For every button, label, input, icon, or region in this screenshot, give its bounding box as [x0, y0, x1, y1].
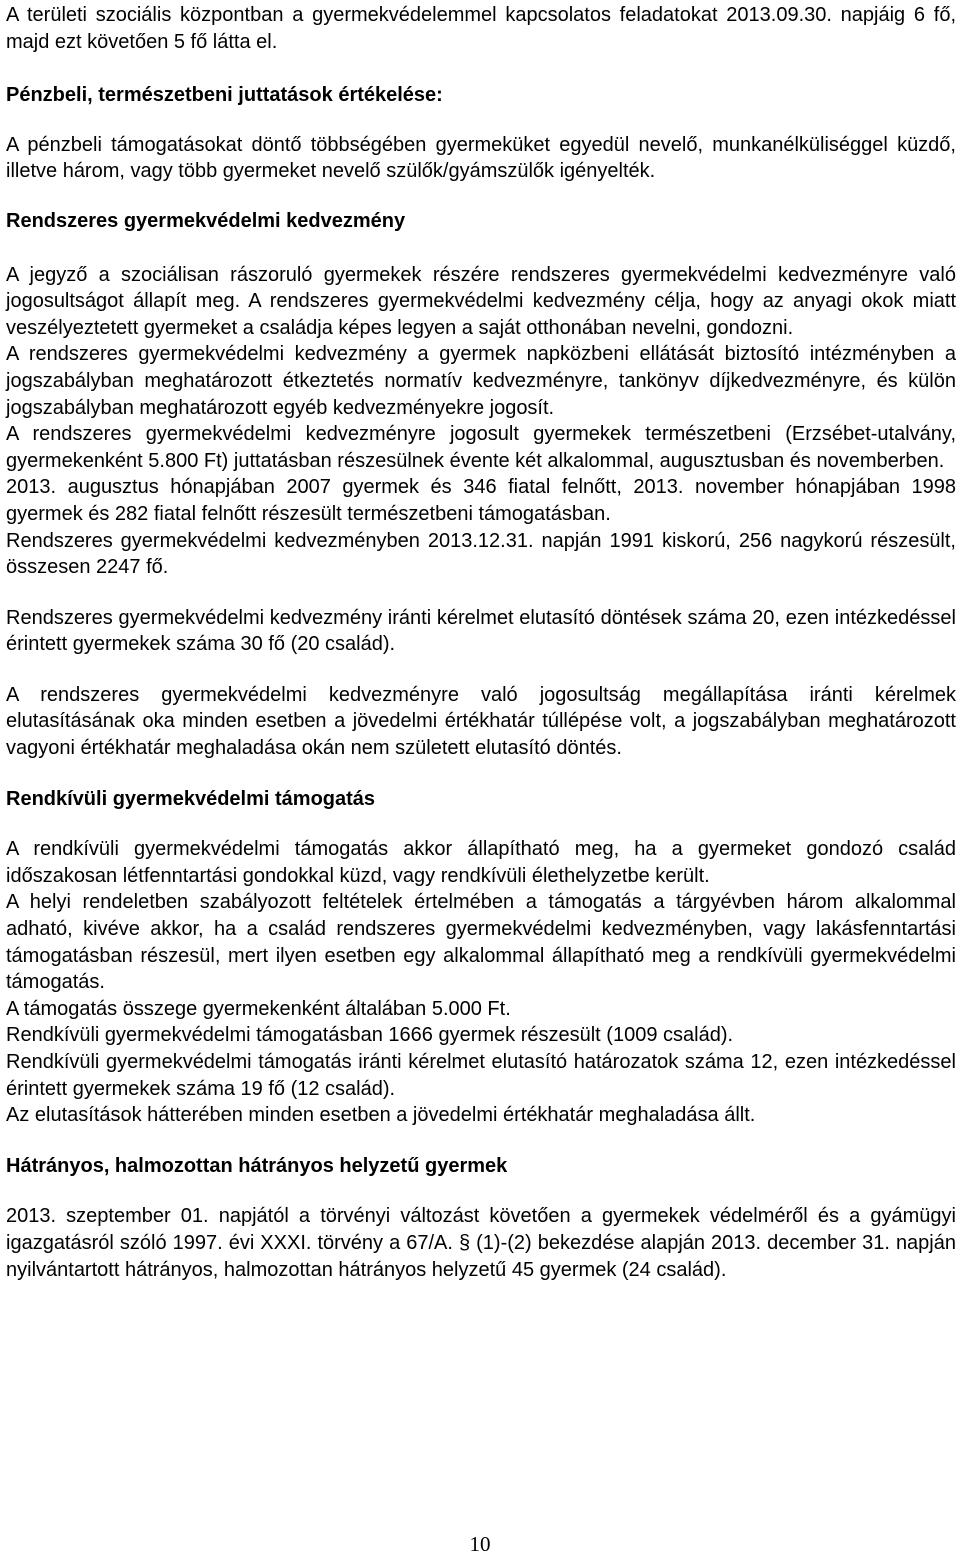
section-title-disadvantaged: Hátrányos, halmozottan hátrányos helyzetű gyermek — [6, 1154, 508, 1177]
spacer — [6, 235, 956, 262]
extraordinary-paragraph: A támogatás összege gyermekenként általában 5.000 Ft. — [6, 997, 511, 1020]
spacer — [6, 1129, 956, 1153]
regular-rejection-reason-paragraph: A rendszeres gyermekvédelmi kedvezményre való jogosultság megállapítása iránti kérelmek elutasításának oka minden esetben a jövedelmi értékhatár túllépése volt, a jogszabályban meghatározott vagyoni értékhatár meghaladása okán nem született elutasító döntés. — [6, 683, 956, 760]
document-page — [6, 2, 956, 1283]
section-title-benefits: Pénzbeli, természetbeni juttatások értékelése: — [6, 84, 443, 107]
section-title-extraordinary-support: Rendkívüli gyermekvédelmi támogatás — [6, 787, 376, 810]
spacer — [6, 109, 956, 132]
regular-paragraph: A rendszeres gyermekvédelmi kedvezmény a gyermek napközbeni ellátását biztosító intézményben a jogszabályban meghatározott étkeztetés normatív kedvezményre, tankönyv díjkedvezményre, és külön jogszabályban meghatározott egyéb kedvezményekre jogosít. — [6, 343, 956, 419]
regular-paragraph: Rendszeres gyermekvédelmi kedvezményben 2013.12.31. napján 1991 kiskorú, 256 nagykorú részesült, összesen 2247 fő. — [6, 529, 956, 579]
regular-paragraph: A jegyző a szociálisan rászoruló gyermekek részére rendszeres gyermekvédelmi kedvezményre való jogosultságot állapít meg. A rendszeres gyermekvédelmi kedvezmény célja, hogy az anyagi okok miatt veszélyeztetett gyermeket a családja képes legyen a saját otthonában nevelni, gondozni. — [6, 263, 956, 339]
section-title-regular-allowance: Rendszeres gyermekvédelmi kedvezmény — [6, 209, 406, 232]
spacer — [6, 581, 956, 605]
extraordinary-paragraph: Rendkívüli gyermekvédelmi támogatásban 1666 gyermek részesült (1009 család). — [6, 1024, 734, 1047]
regular-paragraph: A rendszeres gyermekvédelmi kedvezményre jogosult gyermekek természetbeni (Erzsébet-utalvány, gyermekenként 5.800 Ft) juttatásban részesülnek évente két alkalommal, augusztusban és novemberben. — [6, 423, 956, 472]
regular-rejections-paragraph: Rendszeres gyermekvédelmi kedvezmény iránti kérelmet elutasító döntések száma 20, ezen intézkedéssel érintett gyermekek száma 30 fő (20 család). — [6, 606, 956, 656]
intro-paragraph: A területi szociális központban a gyermekvédelemmel kapcsolatos feladatokat 2013.09.30. napjáig 6 fő, majd ezt követően 5 fő látta el. — [6, 4, 956, 53]
page-number: 10 — [469, 1532, 491, 1556]
spacer — [6, 185, 956, 208]
spacer — [6, 55, 956, 82]
disadvantaged-paragraph: 2013. szeptember 01. napjától a törvényi változást követően a gyermekek védelméről és a gyámügyi igazgatásról szóló 1997. évi XXXI. törvény a 67/A. § (1)-(2) bekezdése alapján 2013. december 31. napján nyilvántartott hátrányos, halmozottan hátrányos helyzetű 45 gyermek (24 család). — [6, 1205, 956, 1281]
extraordinary-paragraph: Az elutasítások hátterében minden esetben a jövedelmi értékhatár meghaladása állt. — [6, 1104, 756, 1127]
spacer — [6, 658, 956, 682]
spacer — [6, 812, 956, 836]
extraordinary-paragraph: A rendkívüli gyermekvédelmi támogatás akkor állapítható meg, ha a gyermeket gondozó család időszakosan létfenntartási gondokkal küzd, vagy rendkívüli élethelyzetbe került. — [6, 838, 956, 887]
spacer — [6, 1179, 956, 1203]
regular-paragraph: 2013. augusztus hónapjában 2007 gyermek és 346 fiatal felnőtt, 2013. november hónapjában 1998 gyermek és 282 fiatal felnőtt részesült természetbeni támogatásban. — [6, 476, 956, 525]
extraordinary-paragraph: A helyi rendeletben szabályozott feltételek értelmében a támogatás a tárgyévben három alkalommal adható, kivéve akkor, ha a család rendszeres gyermekvédelmi kedvezményben, vagy lakásfenntartási támogatásban részesül, mert ilyen esetben egy alkalommal állapítható meg a rendkívüli gyermekvédelmi támogatás. — [6, 891, 956, 994]
spacer — [6, 762, 956, 786]
extraordinary-paragraph: Rendkívüli gyermekvédelmi támogatás iránti kérelmet elutasító határozatok száma 12, ezen intézkedéssel érintett gyermekek száma 19 fő (12 család). — [6, 1051, 956, 1100]
benefits-paragraph: A pénzbeli támogatásokat döntő többségében gyermeküket egyedül nevelő, munkanélküliséggel küzdő, illetve három, vagy több gyermeket nevelő szülők/gyámszülők igényelték. — [6, 133, 956, 183]
